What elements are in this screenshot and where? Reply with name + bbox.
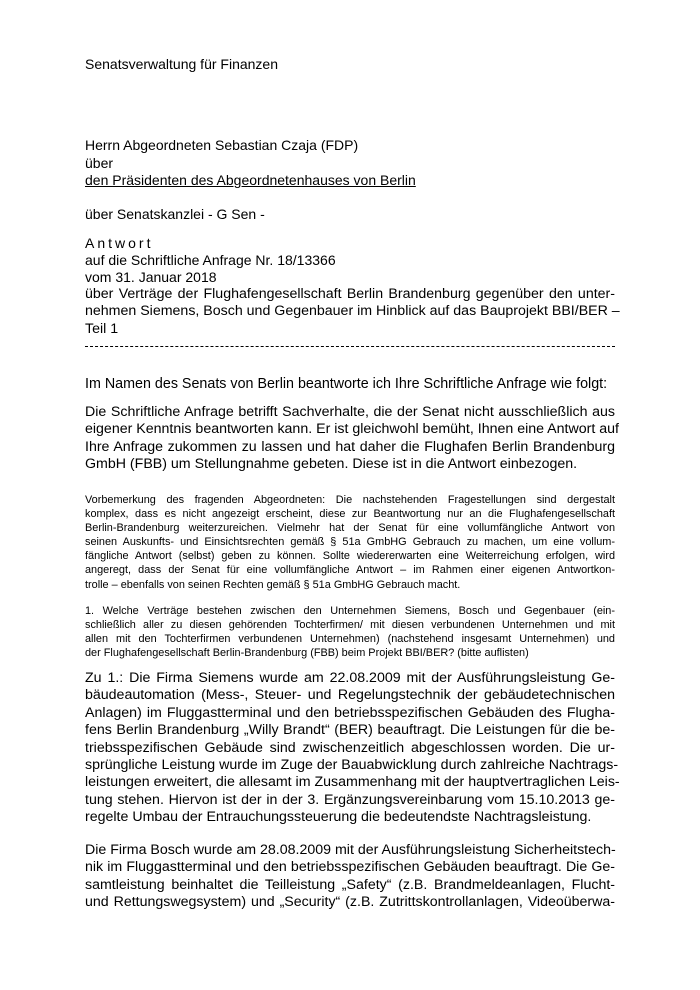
chancellery-line: über Senatskanzlei - G Sen - xyxy=(85,206,265,222)
paragraph-line: Die Firma Bosch wurde am 28.08.2009 mit der Ausführungsleistung Sicherheitstech- xyxy=(85,842,616,858)
answer-heading: Antwort xyxy=(85,235,154,251)
question-1 xyxy=(85,604,615,660)
subject-line: Teil 1 xyxy=(85,320,119,337)
paragraph-line: eigener Kenntnis beantworten kann. Er ist gleichwohl bemüht, Ihnen eine Antwort auf xyxy=(85,421,619,438)
paragraph-line: 1. Welche Verträge bestehen zwischen den Unternehmen Siemens, Bosch und Gegenbauer (ein- xyxy=(85,605,615,617)
paragraph-line: GmbH (FBB) um Stellungnahme gebeten. Diese ist in die Antwort einbezogen. xyxy=(85,456,578,473)
paragraph-line: Ihre Anfrage zukommen zu lassen und hat daher die Flughafen Berlin Brandenburg xyxy=(85,438,615,455)
paragraph-line: Anlagen) im Fluggastterminal und den betriebsspezifischen Gebäuden des Flugha- xyxy=(85,704,615,721)
answer-1-siemens xyxy=(85,670,620,827)
intro-paragraph xyxy=(85,404,619,474)
paragraph-line: Die Schriftliche Anfrage betrifft Sachverhalte, die der Senat nicht ausschließlich aus xyxy=(85,404,615,420)
paragraph-line: Berlin-Brandenburg weiterzureichen. Vielmehr hat der Senat für eine vollumfängliche Antwort von xyxy=(85,522,615,535)
inquiry-subject xyxy=(85,286,620,338)
paragraph-line: fens Berlin Brandenburg „Willy Brandt“ (BER) beauftragt. Die Leistungen für die be- xyxy=(85,722,615,739)
paragraph-line: regelte Umbau der Entrauchungssteuerung die bedeutendste Nachtragsleistung. xyxy=(85,809,592,826)
paragraph-line: sprüngliche Leistung wurde im Zuge der Bauabwicklung durch zahlreiche Nachtrags- xyxy=(85,757,619,774)
paragraph-line: der Flughafengesellschaft Berlin-Brandenburg (FBB) beim Projekt BBI/BER? (bitte auflisten) xyxy=(85,647,529,660)
paragraph-line: trolle – ebenfalls von seinen Rechten gemäß § 51a GmbHG Gebrauch macht. xyxy=(85,578,461,591)
subject-line: nehmen Siemens, Bosch und Gegenbauer im Hinblick auf das Bauprojekt BBI/BER – xyxy=(85,303,620,320)
via-line: über xyxy=(85,155,114,171)
paragraph-line: komplex, dass es nicht angezeigt erscheint, diese zur Beantwortung nur an die Flughafengesellschaft xyxy=(85,508,615,521)
dashed-separator xyxy=(85,346,615,347)
preliminary-remark xyxy=(85,493,615,592)
inquiry-date: vom 31. Januar 2018 xyxy=(85,269,217,285)
paragraph-line: fängliche Antwort (selbst) geben zu können. Sollte wiedererwarten eine Weiterreichung erfolgen, wird xyxy=(85,550,615,563)
paragraph-line: schließlich aller zu diesen gehörenden Tochterfirmen/ mit diesen verbundenen Unternehmen und mit xyxy=(85,619,615,632)
department-name: Senatsverwaltung für Finanzen xyxy=(85,56,278,72)
paragraph-line: tung stehen. Hiervon ist der in der 3. Ergänzungsvereinbarung vom 15.10.2013 ge- xyxy=(85,791,615,808)
paragraph-line: Zu 1.: Die Firma Siemens wurde am 22.08.2009 mit der Ausführungsleistung Ge- xyxy=(85,670,615,686)
paragraph-line: seinen Auskunfts- und Einsichtsrechten gemäß § 51a GmbHG Gebrauch zu machen, um eine vollum- xyxy=(85,536,615,549)
paragraph-line: angeregt, dass der Senat für eine vollumfängliche Antwort – im Rahmen einer eigenen Antwortkon- xyxy=(85,564,615,577)
paragraph-line: triebsspezifischen Gebäude sind zwischenzeitlich abgeschlossen worden. Die ur- xyxy=(85,739,615,756)
paragraph-line: samtleistung beinhaltet die Teilleistung „Safety“ (z.B. Brandmeldeanlagen, Flucht- xyxy=(85,876,615,893)
subject-line: über Verträge der Flughafengesellschaft Berlin Brandenburg gegenüber den unter- xyxy=(85,286,615,302)
inquiry-number: auf die Schriftliche Anfrage Nr. 18/13366 xyxy=(85,252,336,268)
president-line: den Präsidenten des Abgeordnetenhauses von Berlin xyxy=(85,172,416,188)
paragraph-line: bäudeautomation (Mess-, Steuer- und Regelungstechnik der gebäudetechnischen xyxy=(85,687,615,704)
recipient-line: Herrn Abgeordneten Sebastian Czaja (FDP) xyxy=(85,137,359,153)
paragraph-line: allen mit den Tochterfirmen verbundenen Unternehmen) (nachstehend insgesamt Unternehmen) und xyxy=(85,633,615,646)
paragraph-line: leistungen erweitert, die allesamt im Zusammenhang mit der hauptvertraglichen Leis- xyxy=(85,774,620,791)
answer-1-bosch xyxy=(85,842,615,912)
paragraph-line: nik im Fluggastterminal und den betriebsspezifischen Gebäuden beauftragt. Die Ge- xyxy=(85,859,615,876)
paragraph-line: Vorbemerkung des fragenden Abgeordneten: Die nachstehenden Fragestellungen sind dergestalt xyxy=(85,494,615,506)
intro-sentence: Im Namen des Senats von Berlin beantworte ich Ihre Schriftliche Anfrage wie folgt: xyxy=(85,376,608,392)
paragraph-line: und Rettungswegsystem) und „Security“ (z.B. Zutrittskontrollanlagen, Videoüberwa- xyxy=(85,894,615,911)
